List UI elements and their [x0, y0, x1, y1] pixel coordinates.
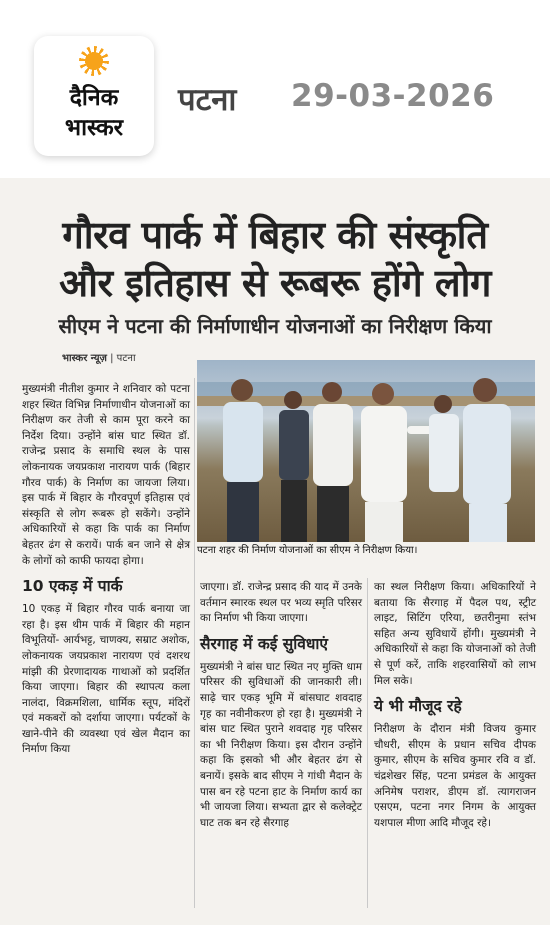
paragraph: मुख्यमंत्री ने बांस घाट स्थित नए मुक्ति धाम परिसर की सुविधाओं की जानकारी ली। साढ़े चार एकड़ भूमि में बांसघाट शवदाह गृह का नवीनीकरण हो रहा है। मुख्यमंत्री ने बांस घाट स्थित पुराने शवदाह गृह परिसर का भी निरीक्षण किया। इस दौरान उन्होंने कहा कि इसको भी और बेहतर ढंग से बनायें। इसके बाद सीएम ने गांधी मैदान के पास बन रहे पटना हाट के निर्माण कार्य का भी जायजा लिया। सभ्यता द्वार से कलेक्ट्रेट घाट तक बन रहे सैरगाह — [200, 660, 362, 829]
column-divider — [194, 378, 195, 908]
logo-line-2: भास्कर — [64, 115, 124, 141]
column-divider — [367, 578, 368, 908]
photo-illustration — [197, 360, 535, 542]
edition-date: 29-03-2026 — [291, 78, 495, 114]
photo-caption: पटना शहर की निर्माण योजनाओं का सीएम ने निरीक्षण किया। — [197, 545, 418, 556]
byline-source: भास्कर न्यूज़ — [62, 353, 107, 364]
paragraph: मुख्यमंत्री नीतीश कुमार ने शनिवार को पटना शहर स्थित विभिन्न निर्माणाधीन योजनाओं का निरीक्षण कर तेजी से काम पूरा करने का निर्देश दिया। उन्होंने बांस घाट स्थित डॉ. राजेन्द्र प्रसाद के समाधि स्थल के पास लोकनायक जयप्रकाश नारायण पार्क (बिहार गौरव पार्क) के निर्माण का जायजा लिया। इस पार्क में बिहार के गौरवपूर्ण इतिहास एवं संस्कृति से लोग रूबरू हो सकेंगे। उन्होंने अधिकारियों से कहा कि पार्क का निर्माण बेहतर ढंग से करायें। पार्क बन जाने से क्षेत्र के लोगों को काफी फायदा होगा। — [22, 383, 190, 567]
byline-city: पटना — [116, 353, 136, 364]
subheadline: सीएम ने पटना की निर्माणाधीन योजनाओं का निरीक्षण किया — [58, 314, 492, 338]
headline — [10, 211, 540, 307]
masthead — [0, 0, 550, 175]
dainik-bhaskar-logo — [34, 36, 154, 156]
headline-line-2: और इतिहास से रूबरू होंगे लोग — [59, 261, 491, 305]
paragraph: निरीक्षण के दौरान मंत्री विजय कुमार चौधरी, सीएम के प्रधान सचिव दीपक कुमार, सीएम के सचिव कुमार रवि व डॉ. चंद्रशेखर सिंह, पटना प्रमंडल के आयुक्त अनिमेष पराशर, डीएम डॉ. त्यागराजन एसएम, पटना नगर निगम के आयुक्त यशपाल मीणा आदि मौजूद रहे। — [374, 723, 536, 829]
paragraph: जाएगा। डॉ. राजेन्द्र प्रसाद की याद में उनके वर्तमान स्मारक स्थल पर भव्य स्मृति परिसर का निर्माण भी किया जाएगा। — [200, 581, 362, 625]
section-heading: सैरगाह में कई सुविधाएं — [200, 634, 328, 653]
byline: भास्कर न्यूज़ | पटना — [62, 353, 136, 364]
paragraph: 10 एकड़ में बिहार गौरव पार्क बनाया जा रहा है। इस थीम पार्क में बिहार की महान विभूतियों- आर्यभट्ट, चाणक्य, सम्राट अशोक, लोकनायक जयप्रकाश नारायण एवं दशरथ मांझी की प्रेरणादायक गाथाओं को प्रदर्शित किया जाएगा। बिहार की स्थापत्य कला नालंदा, विक्रमशिला, धार्मिक स्तूप, मंदिरों एवं मकबरों को दर्शाया जाएगा। पर्यटकों के खाने-पीने की व्यवस्था एवं खेल मैदान का निर्माण किया — [22, 603, 190, 756]
section-heading: 10 एकड़ में पार्क — [22, 577, 123, 596]
news-photo — [197, 360, 535, 542]
article-column-1 — [22, 382, 190, 758]
edition-city: पटना — [178, 82, 237, 118]
section-heading: ये भी मौजूद रहे — [374, 697, 462, 716]
headline-line-1: गौरव पार्क में बिहार की संस्कृति — [62, 213, 488, 257]
logo-line-1: दैनिक — [69, 85, 119, 111]
article-column-2 — [200, 580, 362, 831]
paragraph: का स्थल निरीक्षण किया। अधिकारियों ने बताया कि सैरगाह में पैदल पथ, स्ट्रीट लाइट, सिटिंग एरिया, छतरीनुमा स्तंभ सहित अन्य सुविधायें होंगी। मुख्यमंत्री ने अधिकारियों से कहा कि योजनाओं को तेजी से पूर्ण करें, ताकि शहरवासियों को लाभ मिल सके। — [374, 581, 536, 687]
article-column-3 — [374, 580, 536, 831]
sun-icon — [79, 46, 109, 76]
